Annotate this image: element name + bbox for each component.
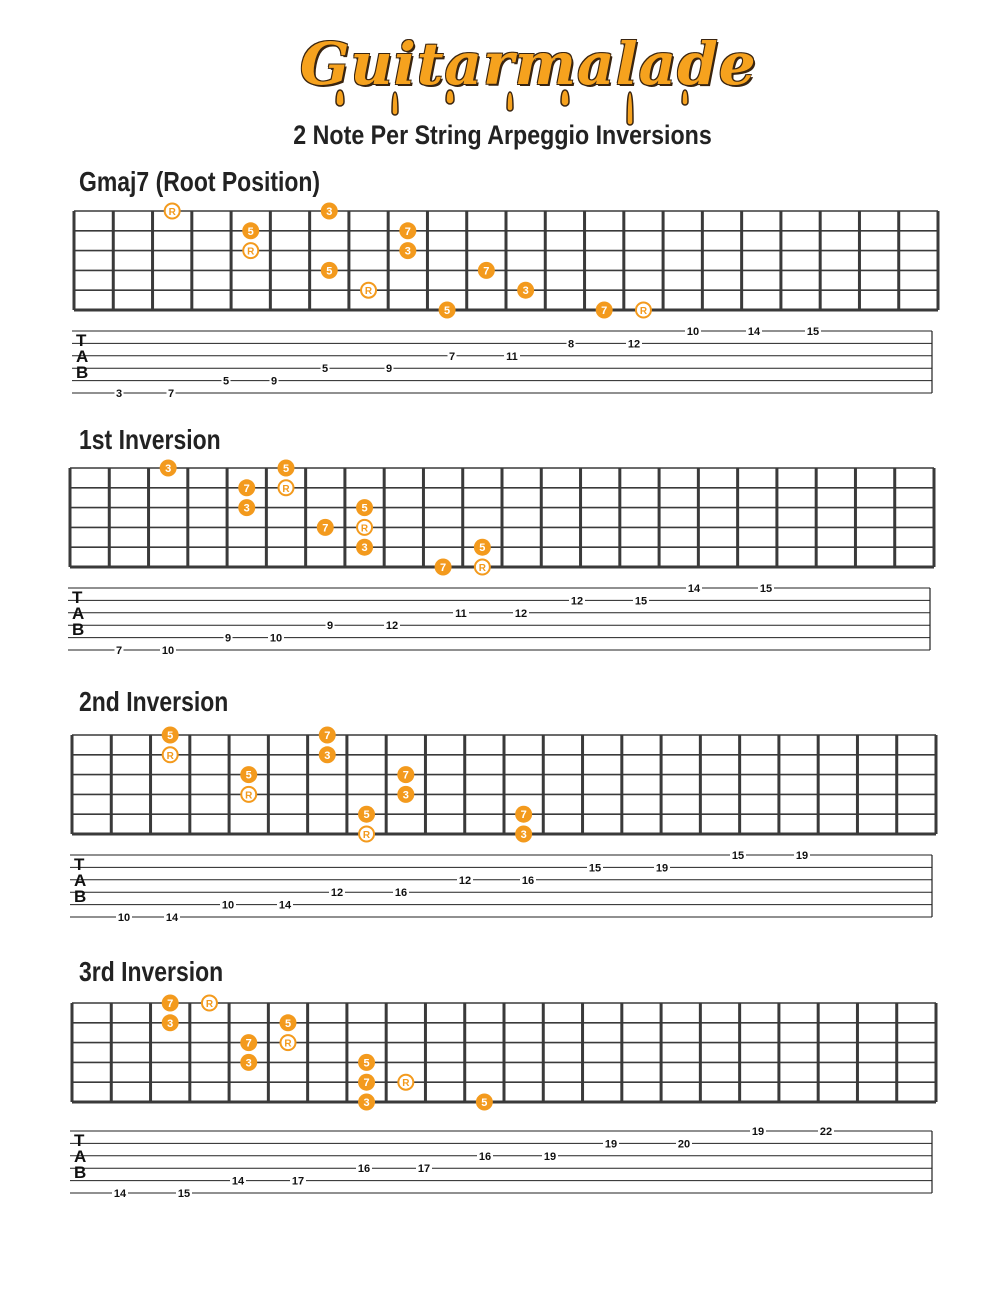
tab-staff bbox=[70, 1125, 932, 1200]
note-dot bbox=[358, 1054, 375, 1071]
note-dot bbox=[356, 539, 373, 556]
tab-number: 12 bbox=[330, 887, 344, 900]
note-dot-label: 3 bbox=[520, 829, 527, 841]
note-dot bbox=[439, 302, 456, 319]
tab-number: 16 bbox=[357, 1163, 371, 1176]
tab-letter: A bbox=[76, 347, 89, 366]
note-dot bbox=[399, 242, 416, 259]
note-dot bbox=[162, 1014, 179, 1031]
section-title: 2nd Inversion bbox=[79, 686, 229, 717]
note-dot bbox=[357, 520, 372, 535]
note-dot-label: R bbox=[284, 1038, 292, 1050]
note-dot-label: 5 bbox=[326, 265, 333, 278]
tab-number: 17 bbox=[417, 1163, 431, 1176]
fretboard-diagram bbox=[74, 203, 938, 319]
tab-number: 5 bbox=[321, 363, 329, 376]
tab-letter: T bbox=[74, 1131, 85, 1150]
fretboard-diagram bbox=[72, 995, 936, 1111]
note-dot-label: 3 bbox=[363, 1097, 370, 1109]
note-dot-label: R bbox=[364, 286, 373, 298]
tab-number: 15 bbox=[634, 595, 648, 608]
tab-number: 15 bbox=[759, 583, 773, 595]
note-dot-label: R bbox=[282, 483, 290, 495]
section-title: 3rd Inversion bbox=[79, 956, 224, 987]
note-dot-label: 3 bbox=[404, 245, 411, 258]
tab-number: 7 bbox=[448, 350, 456, 363]
tab-number: 16 bbox=[478, 1150, 492, 1163]
note-dot bbox=[319, 727, 336, 744]
note-dot-label: R bbox=[205, 999, 214, 1010]
tab-number: 19 bbox=[543, 1150, 557, 1163]
note-dot bbox=[476, 1094, 493, 1111]
note-dot bbox=[361, 283, 376, 298]
tab-number: 12 bbox=[570, 595, 584, 608]
note-dot-label: 7 bbox=[324, 730, 331, 742]
tab-number: 7 bbox=[167, 388, 175, 400]
tab-letter: B bbox=[72, 620, 85, 639]
section-title: Gmaj7 (Root Position) bbox=[79, 166, 321, 197]
note-dot-label: 7 bbox=[363, 1077, 370, 1090]
tab-number: 19 bbox=[751, 1126, 765, 1138]
note-dot-label: 3 bbox=[324, 749, 331, 762]
tab-staff bbox=[70, 849, 932, 924]
note-dot-label: R bbox=[478, 563, 486, 574]
note-dot-label: 7 bbox=[601, 305, 608, 317]
note-dot bbox=[243, 243, 258, 258]
note-dot bbox=[358, 1094, 375, 1111]
note-dot bbox=[238, 499, 255, 516]
note-dot-label: 7 bbox=[402, 769, 409, 782]
tab-staff bbox=[72, 325, 932, 400]
note-dot-label: 3 bbox=[522, 285, 529, 298]
note-dot-label: 5 bbox=[363, 809, 370, 822]
tab-number: 7 bbox=[115, 645, 123, 657]
tab-number: 11 bbox=[455, 607, 467, 620]
tab-number: 9 bbox=[326, 620, 334, 633]
fretboard-diagram bbox=[72, 727, 936, 843]
note-dot-label: R bbox=[402, 1078, 410, 1090]
tab-number: 14 bbox=[165, 912, 179, 924]
note-dot-label: R bbox=[245, 790, 253, 802]
tab-number: 10 bbox=[221, 899, 235, 912]
note-dot bbox=[359, 827, 374, 842]
note-dot bbox=[280, 1014, 297, 1031]
tab-number: 12 bbox=[385, 620, 399, 633]
note-dot-label: 3 bbox=[326, 206, 333, 218]
note-dot bbox=[475, 560, 490, 575]
tab-number: 12 bbox=[514, 607, 528, 620]
tab-letter: A bbox=[74, 871, 87, 890]
note-dot-label: 5 bbox=[361, 502, 368, 515]
note-dot bbox=[163, 747, 178, 762]
note-dot-label: 5 bbox=[245, 769, 252, 782]
tab-number: 16 bbox=[394, 887, 408, 900]
tab-number: 14 bbox=[278, 899, 292, 912]
tab-number: 19 bbox=[795, 850, 809, 862]
note-dot bbox=[358, 1074, 375, 1091]
tab-number: 12 bbox=[458, 874, 472, 887]
note-dot bbox=[241, 787, 256, 802]
tab-number: 11 bbox=[506, 350, 518, 363]
note-dot bbox=[278, 460, 295, 477]
note-dot-label: 3 bbox=[243, 502, 250, 515]
section-title: 1st Inversion bbox=[79, 424, 221, 455]
note-dot-label: 3 bbox=[245, 1057, 252, 1070]
tab-letter: A bbox=[74, 1147, 87, 1166]
note-dot bbox=[202, 996, 217, 1011]
note-dot-label: 5 bbox=[284, 1017, 292, 1030]
note-dot bbox=[515, 826, 532, 843]
note-dot-label: R bbox=[639, 306, 648, 317]
tab-number: 9 bbox=[385, 363, 393, 376]
note-dot bbox=[279, 480, 294, 495]
note-dot-label: 5 bbox=[282, 463, 290, 475]
tab-number: 15 bbox=[177, 1188, 191, 1200]
note-dot bbox=[162, 727, 179, 744]
note-dot-label: 7 bbox=[167, 998, 174, 1010]
note-dot bbox=[397, 786, 414, 803]
note-dot bbox=[162, 995, 179, 1012]
tab-number: 5 bbox=[222, 375, 230, 388]
tab-staff bbox=[68, 582, 930, 657]
note-dot-label: 7 bbox=[243, 482, 250, 495]
tab-number: 3 bbox=[115, 388, 123, 400]
tab-letter: B bbox=[74, 887, 87, 906]
note-dot bbox=[321, 203, 338, 220]
tab-letter: B bbox=[74, 1163, 87, 1182]
tab-number: 15 bbox=[806, 326, 820, 338]
tab-number: 9 bbox=[270, 375, 278, 388]
tab-number: 16 bbox=[521, 874, 535, 887]
note-dot bbox=[356, 499, 373, 516]
note-dot bbox=[596, 302, 613, 319]
note-dot-label: 5 bbox=[479, 542, 486, 555]
tab-number: 19 bbox=[655, 862, 669, 875]
note-dot-label: 7 bbox=[245, 1037, 252, 1050]
note-dot-label: 7 bbox=[483, 265, 490, 278]
note-dot bbox=[240, 1034, 257, 1051]
tab-number: 10 bbox=[161, 645, 175, 657]
note-dot bbox=[358, 806, 375, 823]
fretboard-diagram bbox=[70, 460, 934, 576]
note-dot-label: 7 bbox=[404, 225, 411, 238]
note-dot bbox=[397, 766, 414, 783]
note-dot bbox=[398, 1075, 413, 1090]
note-dot-label: 3 bbox=[165, 463, 172, 475]
note-dot-label: 5 bbox=[444, 305, 451, 317]
tab-number: 22 bbox=[819, 1126, 833, 1138]
tab-letter: A bbox=[72, 604, 85, 623]
tab-number: 14 bbox=[231, 1175, 245, 1188]
tab-number: 19 bbox=[604, 1138, 618, 1151]
note-dot-label: R bbox=[360, 523, 369, 535]
tab-letter: T bbox=[74, 855, 85, 874]
tab-number: 14 bbox=[687, 583, 701, 595]
note-dot-label: R bbox=[247, 246, 255, 258]
tab-number: 12 bbox=[627, 338, 641, 351]
tab-letter: B bbox=[76, 363, 89, 382]
tab-number: 8 bbox=[567, 338, 575, 351]
note-dot bbox=[636, 303, 651, 318]
note-dot-label: 7 bbox=[440, 562, 447, 574]
tab-number: 10 bbox=[269, 632, 283, 645]
note-dot-label: 3 bbox=[402, 789, 409, 802]
note-dot bbox=[165, 204, 180, 219]
tab-number: 15 bbox=[731, 850, 745, 862]
note-dot bbox=[242, 222, 259, 239]
logo-text: Guitarmalade bbox=[300, 30, 757, 98]
note-dot bbox=[281, 1035, 296, 1050]
tab-number: 20 bbox=[677, 1138, 691, 1151]
note-dot bbox=[238, 479, 255, 496]
note-dot-label: 7 bbox=[322, 522, 329, 535]
tab-number: 14 bbox=[113, 1188, 127, 1200]
tab-letter: T bbox=[72, 588, 83, 607]
note-dot-label: 5 bbox=[247, 225, 254, 238]
note-dot bbox=[478, 262, 495, 279]
note-dot bbox=[435, 559, 452, 576]
tab-number: 17 bbox=[291, 1175, 305, 1188]
note-dot-label: 5 bbox=[481, 1097, 488, 1109]
page-subtitle: 2 Note Per String Arpeggio Inversions bbox=[293, 120, 712, 150]
tab-number: 9 bbox=[224, 632, 232, 645]
note-dot bbox=[240, 766, 257, 783]
note-dot-label: R bbox=[168, 207, 176, 218]
tab-letter: T bbox=[76, 331, 87, 350]
note-dot-label: 5 bbox=[363, 1057, 370, 1070]
note-dot bbox=[474, 539, 491, 556]
note-dot bbox=[317, 519, 334, 536]
tab-number: 15 bbox=[588, 862, 602, 875]
note-dot bbox=[515, 806, 532, 823]
tab-number: 14 bbox=[747, 326, 761, 338]
note-dot bbox=[240, 1054, 257, 1071]
note-dot-label: 3 bbox=[361, 542, 368, 555]
note-dot-label: 3 bbox=[167, 1017, 174, 1030]
note-dot-label: 7 bbox=[520, 809, 527, 822]
note-dot-label: 5 bbox=[167, 730, 174, 742]
note-dot-label: R bbox=[166, 750, 174, 762]
note-dot bbox=[160, 460, 177, 477]
note-dot bbox=[399, 222, 416, 239]
note-dot bbox=[319, 746, 336, 763]
note-dot bbox=[517, 282, 534, 299]
tab-number: 10 bbox=[686, 326, 700, 338]
note-dot bbox=[321, 262, 338, 279]
note-dot-label: R bbox=[362, 830, 371, 841]
tab-number: 10 bbox=[117, 912, 131, 924]
